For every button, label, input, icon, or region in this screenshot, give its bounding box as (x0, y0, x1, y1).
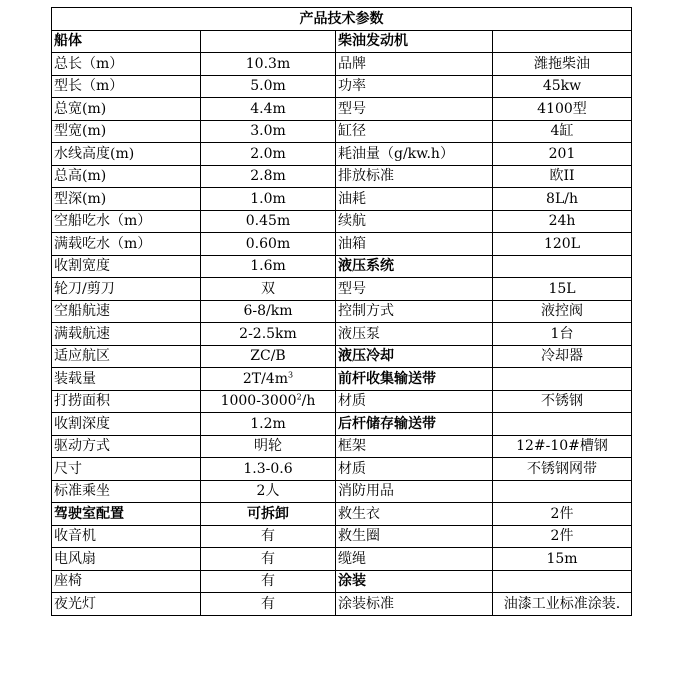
param-label: 功率 (336, 75, 493, 98)
param-label: 轮刀/剪刀 (52, 278, 201, 301)
param-label: 耗油量（g/kw.h） (336, 143, 493, 166)
table-row (52, 143, 632, 166)
param-value: 5.0m (201, 75, 336, 98)
table-row (52, 503, 632, 526)
param-value: 1台 (493, 323, 632, 346)
table-row (52, 53, 632, 76)
table-row (52, 188, 632, 211)
param-label: 排放标准 (336, 165, 493, 188)
param-value: 8L/h (493, 188, 632, 211)
table-row (52, 255, 632, 278)
param-value: 4.4m (201, 98, 336, 121)
param-label: 标准乘坐 (52, 480, 201, 503)
param-value: 2件 (493, 525, 632, 548)
table-row (52, 210, 632, 233)
param-label: 型宽(m) (52, 120, 201, 143)
param-value: 可拆卸 (201, 503, 336, 526)
param-label: 框架 (336, 435, 493, 458)
param-value (493, 368, 632, 391)
param-label: 满载吃水（m） (52, 233, 201, 256)
table-title: 产品技术参数 (52, 8, 632, 31)
param-value (493, 255, 632, 278)
section-header: 船体 (52, 30, 201, 53)
param-label: 油耗 (336, 188, 493, 211)
section-header: 前杆收集输送带 (336, 368, 493, 391)
param-value: 1.2m (201, 413, 336, 436)
table-row (52, 413, 632, 436)
title-row (52, 8, 632, 31)
param-value: 2.8m (201, 165, 336, 188)
table-row (52, 278, 632, 301)
param-label: 救生衣 (336, 503, 493, 526)
param-value: 冷却器 (493, 345, 632, 368)
param-label: 装载量 (52, 368, 201, 391)
param-value: 明轮 (201, 435, 336, 458)
param-value: 6-8/km (201, 300, 336, 323)
param-value: 201 (493, 143, 632, 166)
param-label: 夜光灯 (52, 593, 201, 616)
param-label: 收割深度 (52, 413, 201, 436)
param-value: 12#-10#槽钢 (493, 435, 632, 458)
param-label: 满载航速 (52, 323, 201, 346)
param-value: 24h (493, 210, 632, 233)
param-value: 1.0m (201, 188, 336, 211)
param-value: 不锈钢 (493, 390, 632, 413)
param-label: 救生圈 (336, 525, 493, 548)
param-label: 控制方式 (336, 300, 493, 323)
table-row (52, 75, 632, 98)
param-value: 1.3-0.6 (201, 458, 336, 481)
table-row (52, 233, 632, 256)
param-value: 15L (493, 278, 632, 301)
value-text: 2T/4m (242, 370, 289, 387)
param-label: 消防用品 (336, 480, 493, 503)
section-header: 后杆储存输送带 (336, 413, 493, 436)
param-value: ZC/B (201, 345, 336, 368)
table-row (52, 368, 632, 391)
param-value: 不锈钢网带 (493, 458, 632, 481)
param-value: 油漆工业标准涂装. (493, 593, 632, 616)
table-row (52, 30, 632, 53)
table-row (52, 593, 632, 616)
param-value (493, 570, 632, 593)
table-row (52, 570, 632, 593)
param-label: 空船航速 (52, 300, 201, 323)
param-label: 座椅 (52, 570, 201, 593)
param-label: 收割宽度 (52, 255, 201, 278)
param-value: 4100型 (493, 98, 632, 121)
param-label: 适应航区 (52, 345, 201, 368)
param-value: 3.0m (201, 120, 336, 143)
param-label: 材质 (336, 390, 493, 413)
param-label: 空船吃水（m） (52, 210, 201, 233)
param-value: 4缸 (493, 120, 632, 143)
param-value: 液控阀 (493, 300, 632, 323)
param-value: 欧II (493, 165, 632, 188)
param-label: 型号 (336, 98, 493, 121)
table-row (52, 480, 632, 503)
param-value (201, 368, 336, 391)
param-value: 2人 (201, 480, 336, 503)
param-value: 120L (493, 233, 632, 256)
param-value: 有 (201, 593, 336, 616)
table-row (52, 98, 632, 121)
param-value: 2-2.5km (201, 323, 336, 346)
value-suffix: /h (301, 393, 316, 410)
param-value: 有 (201, 525, 336, 548)
param-label: 尺寸 (52, 458, 201, 481)
section-header: 液压冷却 (336, 345, 493, 368)
param-label: 总高(m) (52, 165, 201, 188)
param-value (493, 413, 632, 436)
param-value (493, 30, 632, 53)
param-label: 总宽(m) (52, 98, 201, 121)
param-label: 水线高度(m) (52, 143, 201, 166)
param-label: 收音机 (52, 525, 201, 548)
table-row (52, 390, 632, 413)
param-value: 有 (201, 548, 336, 571)
param-value: 0.60m (201, 233, 336, 256)
param-label: 油箱 (336, 233, 493, 256)
param-value: 10.3m (201, 53, 336, 76)
section-header: 液压系统 (336, 255, 493, 278)
param-value: 45kw (493, 75, 632, 98)
param-label: 型深(m) (52, 188, 201, 211)
section-header: 柴油发动机 (336, 30, 493, 53)
table-row (52, 120, 632, 143)
spec-table (51, 7, 632, 616)
param-label: 缸径 (336, 120, 493, 143)
param-value: 15m (493, 548, 632, 571)
param-label: 液压泵 (336, 323, 493, 346)
param-label: 续航 (336, 210, 493, 233)
param-label: 总长（m） (52, 53, 201, 76)
param-value: 2件 (493, 503, 632, 526)
table-row (52, 345, 632, 368)
param-label: 涂装标准 (336, 593, 493, 616)
param-label: 缆绳 (336, 548, 493, 571)
table-row (52, 300, 632, 323)
param-value: 有 (201, 570, 336, 593)
param-value: 潍拖柴油 (493, 53, 632, 76)
param-label: 品牌 (336, 53, 493, 76)
table-row (52, 458, 632, 481)
param-value: 双 (201, 278, 336, 301)
value-superscript: 2 (296, 392, 302, 402)
param-label: 材质 (336, 458, 493, 481)
param-label: 打捞面积 (52, 390, 201, 413)
table-row (52, 165, 632, 188)
param-value: 0.45m (201, 210, 336, 233)
param-label: 型号 (336, 278, 493, 301)
param-value (201, 390, 336, 413)
value-superscript: 3 (288, 370, 294, 380)
param-value: 1.6m (201, 255, 336, 278)
param-label: 型长（m） (52, 75, 201, 98)
param-label: 驱动方式 (52, 435, 201, 458)
table-row (52, 525, 632, 548)
table-row (52, 548, 632, 571)
param-label: 电风扇 (52, 548, 201, 571)
param-value (201, 30, 336, 53)
section-header: 驾驶室配置 (52, 503, 201, 526)
param-value: 2.0m (201, 143, 336, 166)
table-row (52, 435, 632, 458)
param-value (493, 480, 632, 503)
table-row (52, 323, 632, 346)
section-header: 涂装 (336, 570, 493, 593)
value-text: 1000-3000 (220, 393, 297, 410)
